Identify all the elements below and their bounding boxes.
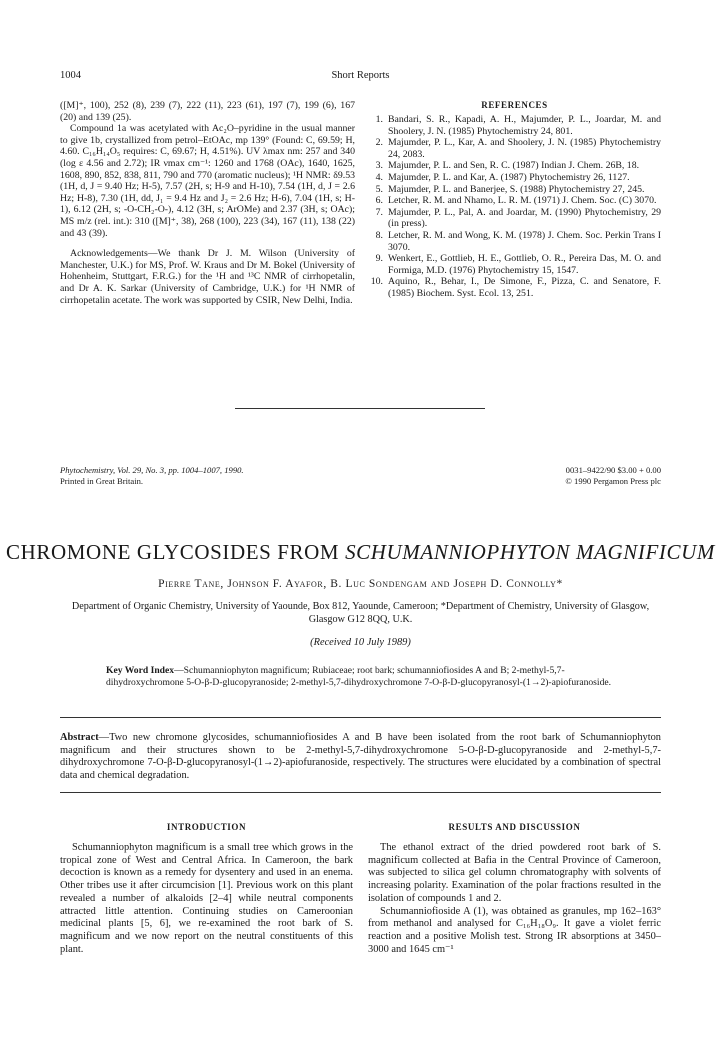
acknowledgements: Acknowledgements—We thank Dr J. M. Wilson (University of Manchester, U.K.) for MS, Prof. W. Kraus and Dr M. Bokel (University of Hohenheim, Stuttgart, F.R.G.) for the ¹H and ¹³C NMR of cirrhopetalin, and Dr A. K. Sarkar (University of Cambridge, U.K.) for ¹H NMR of cirrhopetalin acetate. The work was supported by CSIR, New Delhi, India. [60, 248, 355, 306]
abstract-bottom-rule [60, 792, 661, 793]
prev-article-left-column [60, 100, 355, 306]
article-title: CHROMONE GLYCOSIDES FROM SCHUMANNIOPHYTON MAGNIFICUM [6, 540, 715, 564]
introduction-paragraph: Schumanniophyton magnificum is a small tree which grows in the tropical zone of West and Central Africa. In Cameroon, the bark decoction is known as a remedy for dysentery and used in an enema. Other tribes use it after circumcision [1]. Previous work on this plant revealed a number of alkaloids [2–4] while neutral components attracted little attention. Continuing studies on Cameroonian medicinal plants [5, 6], we re-examined the root bark of S. magnificum and we now report on the neutral constituents of this plant. [60, 842, 353, 955]
abstract-label: Abstract [60, 732, 99, 743]
affiliation: Department of Organic Chemistry, University of Yaounde, Box 812, Yaounde, Cameroon; *Department of Chemistry, University of Glasgow, Glasgow G12 8QQ, U.K. [71, 601, 650, 625]
reference-item: 6. Letcher, R. M. and Nhamo, L. R. M. (1971) J. Chem. Soc. (C) 3070. [375, 195, 657, 207]
references-list [368, 114, 661, 300]
key-word-label: Key Word Index [106, 665, 175, 676]
authors: Pierre Tane, Johnson F. Ayafor, B. Luc Sondengam and Joseph D. Connolly* [158, 578, 563, 590]
reference-item: 2. Majumder, P. L., Kar, A. and Shoolery, J. N. (1985) Phytochemistry 24, 2083. [375, 137, 661, 160]
references-section [368, 100, 661, 300]
printed-in: Printed in Great Britain. [60, 476, 144, 486]
issn-price: 0031–9422/90 $3.00 + 0.00 [565, 465, 661, 475]
results-paragraph-2: Schumanniofioside A (1), was obtained as granules, mp 162–163° from methanol and analysed for C₁₆H₁₈O₉. It gave a violet ferric reaction and a positive Molish test. Strong IR absorptions at 3450–3000 and 1645 cm⁻¹ [368, 905, 661, 955]
page-number: 1004 [60, 70, 81, 81]
references-heading: REFERENCES [481, 100, 548, 110]
copyright: © 1990 Pergamon Press plc [565, 476, 661, 486]
received-date: (Received 10 July 1989) [310, 637, 411, 648]
introduction-heading: INTRODUCTION [166, 822, 247, 832]
introduction-section [60, 822, 353, 956]
key-word-index [106, 665, 626, 689]
reference-item: 7. Majumder, P. L., Pal, A. and Joardar, M. (1990) Phytochemistry, 29 (in press). [375, 206, 661, 230]
reference-item: 3. Majumder, P. L. and Sen, R. C. (1987) Indian J. Chem. 26B, 18. [375, 160, 640, 172]
key-words: —Schumanniophyton magnificum; Rubiaceae; root bark; schumanniofiosides A and B; 2-methyl-5,7-dihydroxychromone 5-O-β-D-glucopyranoside; 2-methyl-5,7-dihydroxychromone 7-O-β-D-glucopyranosyl-(1→2)-apiofuranoside. [106, 665, 612, 688]
reference-item: 9. Wenkert, E., Gottlieb, H. E., Gottlieb, O. R., Pereira Das, M. O. and Formiga, M.D. (1976) Phytochemistry 15, 1547. [375, 253, 661, 276]
abstract-text: —Two new chromone glycosides, schumanniofiosides A and B have been isolated from the root bark of Schumanniophyton magnificum and their structures shown to be 2-methyl-5,7-dihydroxychromone 5-O-β-D-glucopyranoside and 2-methyl-5,7-dihydroxychromone 7-O-β-D-glucopyranosyl-(1→2)-apiofuranoside, respectively. The structures were elucidated by a combination of spectral data and chemical degradation. [60, 732, 661, 781]
reference-item: 8. Letcher, R. M. and Wong, K. M. (1978) J. Chem. Soc. Perkin Trans I 3070. [375, 229, 661, 253]
results-paragraph-1: The ethanol extract of the dried powdered root bark of S. magnificum collected at Bafia in the Central Province of Cameroon, was subjected to silica gel column chromatography with solvents of increasing polarity. Examination of the polar fractions resulted in the isolation of compounds 1 and 2. [368, 842, 661, 904]
prev-article-ms-data: ([M]⁺, 100), 252 (8), 239 (7), 222 (11), 223 (61), 197 (7), 199 (6), 167 (20) and 139 (25). [60, 100, 355, 123]
abstract [60, 732, 661, 782]
prev-article-compound-1b: Compound 1a was acetylated with Ac₂O–pyridine in the usual manner to give 1b, crystallized from petrol–EtOAc, mp 139° (Found: C, 69.59; H, 4.60. C₁₆H₁₄O₅ requires: C, 69.67; H, 4.51%). UV λmax nm: 257 and 340 (log ε 4.56 and 2.72); IR νmax cm⁻¹: 1260 and 1768 (OAc), 1640, 1625, 1608, 890, 852, 838, 811, 790 and 770 (aromatic nucleus); ¹H NMR: δ9.53 (1H, d, J = 9.40 Hz; H-5), 7.57 (2H, s; H-9 and H-10), 7.54 (1H, d, J = 2.6 Hz; H-8), 7.30 (1H, dd, J₁ = 9.4 Hz and J₂ = 2.6 Hz; H-6), 7.04 (1H, s; H-1), 6.12 (2H, s; -O-CH₂-O-), 4.12 (3H, s; ArOMe) and 2.37 (3H, s; OAc); MS m/z (rel. int.): 310 ([M]⁺, 38), 268 (100), 223 (34), 167 (11), 138 (22) and 43 (39). [60, 123, 355, 239]
article-separator-rule [235, 408, 485, 409]
reference-item: 1. Bandari, S. R., Kapadi, A. H., Majumder, P. L., Joardar, M. and Shoolery, J. N. (1985) Phytochemistry 24, 801. [375, 114, 661, 137]
reference-item: 4. Majumder, P. L. and Kar, A. (1987) Phytochemistry 26, 1127. [375, 171, 630, 183]
reference-item: 10. Aquino, R., Behar, I., De Simone, F., Pizza, C. and Senatore, F. (1985) Biochem. Syst. Ecol. 13, 251. [370, 276, 661, 299]
results-heading: RESULTS AND DISCUSSION [448, 822, 581, 832]
abstract-top-rule [60, 717, 661, 718]
results-section [368, 822, 661, 956]
journal-citation: Phytochemistry, Vol. 29, No. 3, pp. 1004–1007, 1990. [60, 465, 244, 475]
running-title: Short Reports [331, 70, 390, 81]
reference-item: 5. Majumder, P. L. and Banerjee, S. (1988) Phytochemistry 27, 245. [375, 183, 645, 195]
